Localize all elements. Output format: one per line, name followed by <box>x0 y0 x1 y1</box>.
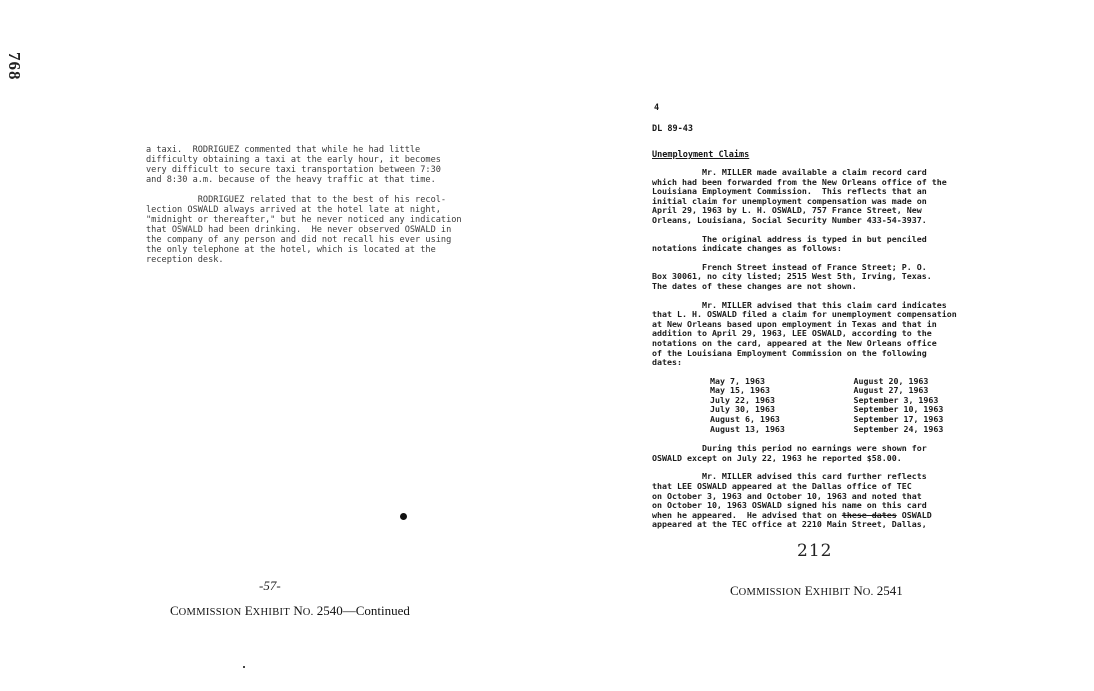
date-item: May 7, 1963 <box>710 375 765 386</box>
right-paragraph-5: During this period no earnings were shown for OSWALD except on July 22, 1963 he reported $58.00. <box>652 443 927 463</box>
caption-word-o: O. <box>302 607 314 618</box>
date-item: September 17, 1963 <box>853 414 944 425</box>
right-page-text <box>652 168 997 539</box>
caption-initial-c: C <box>730 583 739 598</box>
date-item: August 13, 1963 <box>710 423 785 434</box>
claim-dates-list <box>710 377 997 435</box>
right-paragraph-4: Mr. MILLER advised that this claim card indicates that L. H. OSWALD filed a claim for unemployment compensation at New Orleans based upon employment in Texas and that in addition to April 29, 1963, LEE OSWALD, according to the notations on the card, appeared at the New Orleans office of the Louisiana Employment Commission on the following dates: <box>652 299 957 368</box>
scan-speck <box>243 666 245 668</box>
right-paragraph-6 <box>652 472 997 530</box>
right-paragraph-3: French Street instead of France Street; P. O. Box 30061, no city listed; 2515 West 5th, Irving, Texas. The dates of these changes are not shown. <box>652 261 932 291</box>
left-page-text <box>146 145 506 275</box>
caption-word-ommission: OMMISSION <box>738 587 802 598</box>
caption-exhibit-number: 2540—Continued <box>313 603 410 618</box>
dates-column-left <box>710 377 854 435</box>
left-folio-number: -57- <box>259 578 281 593</box>
caption-word-xhibit: XHIBIT <box>252 607 291 618</box>
date-item: July 22, 1963 <box>710 394 775 405</box>
caption-initial-c: C <box>170 603 179 618</box>
left-paragraph-2: RODRIGUEZ related that to the best of his recol- lection OSWALD always arrived at the hotel late at night, "midnight or thereafter," but he never noticed any indication that OSWALD had been drinking. He never observed OSWALD in the company of any person and did not recall his ever using the only telephone at the hotel, which is located at the reception desk. <box>146 195 462 265</box>
caption-initial-e: E <box>244 603 253 618</box>
caption-initial-n: N <box>853 583 863 598</box>
right-exhibit-caption <box>730 583 903 599</box>
final-text-after-strike: OSWALD appeared at the TEC office at 2210 Main Street, Dallas, <box>652 509 932 530</box>
date-item: July 30, 1963 <box>710 404 775 415</box>
date-item: August 6, 1963 <box>710 414 780 425</box>
left-exhibit-caption <box>170 603 410 619</box>
date-item: September 10, 1963 <box>853 404 944 415</box>
caption-initial-e: E <box>804 583 813 598</box>
section-heading: Unemployment Claims <box>652 150 750 160</box>
caption-exhibit-number: 2541 <box>873 583 903 598</box>
file-number: DL 89-43 <box>652 124 693 134</box>
date-item: September 24, 1963 <box>853 423 944 434</box>
struck-text: these dates <box>841 509 897 520</box>
date-item: September 3, 1963 <box>853 394 939 405</box>
caption-word-ommission: OMMISSION <box>178 607 242 618</box>
ink-spot <box>400 513 407 520</box>
right-paragraph-1: Mr. MILLER made available a claim record card which had been forwarded from the New Orleans office of the Louisiana Employment Commission. This reflects that an initial claim for unemployment compensation was made on April 29, 1963 by L. H. OSWALD, 757 France Street, New Orleans, Louisiana, Social Security Number 433-54-3937. <box>652 167 947 225</box>
handwritten-page-number: 212 <box>797 541 833 561</box>
dates-column-right <box>854 377 998 435</box>
caption-initial-n: N <box>293 603 303 618</box>
right-paragraph-2: The original address is typed in but penciled notations indicate changes as follows: <box>652 233 927 254</box>
right-page-number: 4 <box>654 103 660 113</box>
page-number: 768 <box>5 52 24 81</box>
final-text-before-strike: Mr. MILLER advised this card further reflects that LEE OSWALD appeared at the Dallas office of TEC on October 3, 1963 and October 10, 1963 and noted that on October 10, 1963 OSWALD signed his name on this card when he appeared. He advised that on <box>652 471 927 520</box>
caption-word-xhibit: XHIBIT <box>812 587 851 598</box>
date-item: August 20, 1963 <box>853 375 929 386</box>
left-paragraph-1: a taxi. RODRIGUEZ commented that while he had little difficulty obtaining a taxi at the early hour, it becomes very difficult to secure taxi transportation between 7:30 and 8:30 a.m. because of the heavy traffic at that time. <box>146 145 441 185</box>
date-item: August 27, 1963 <box>853 385 929 396</box>
caption-word-o: O. <box>862 587 874 598</box>
date-item: May 15, 1963 <box>710 385 770 396</box>
